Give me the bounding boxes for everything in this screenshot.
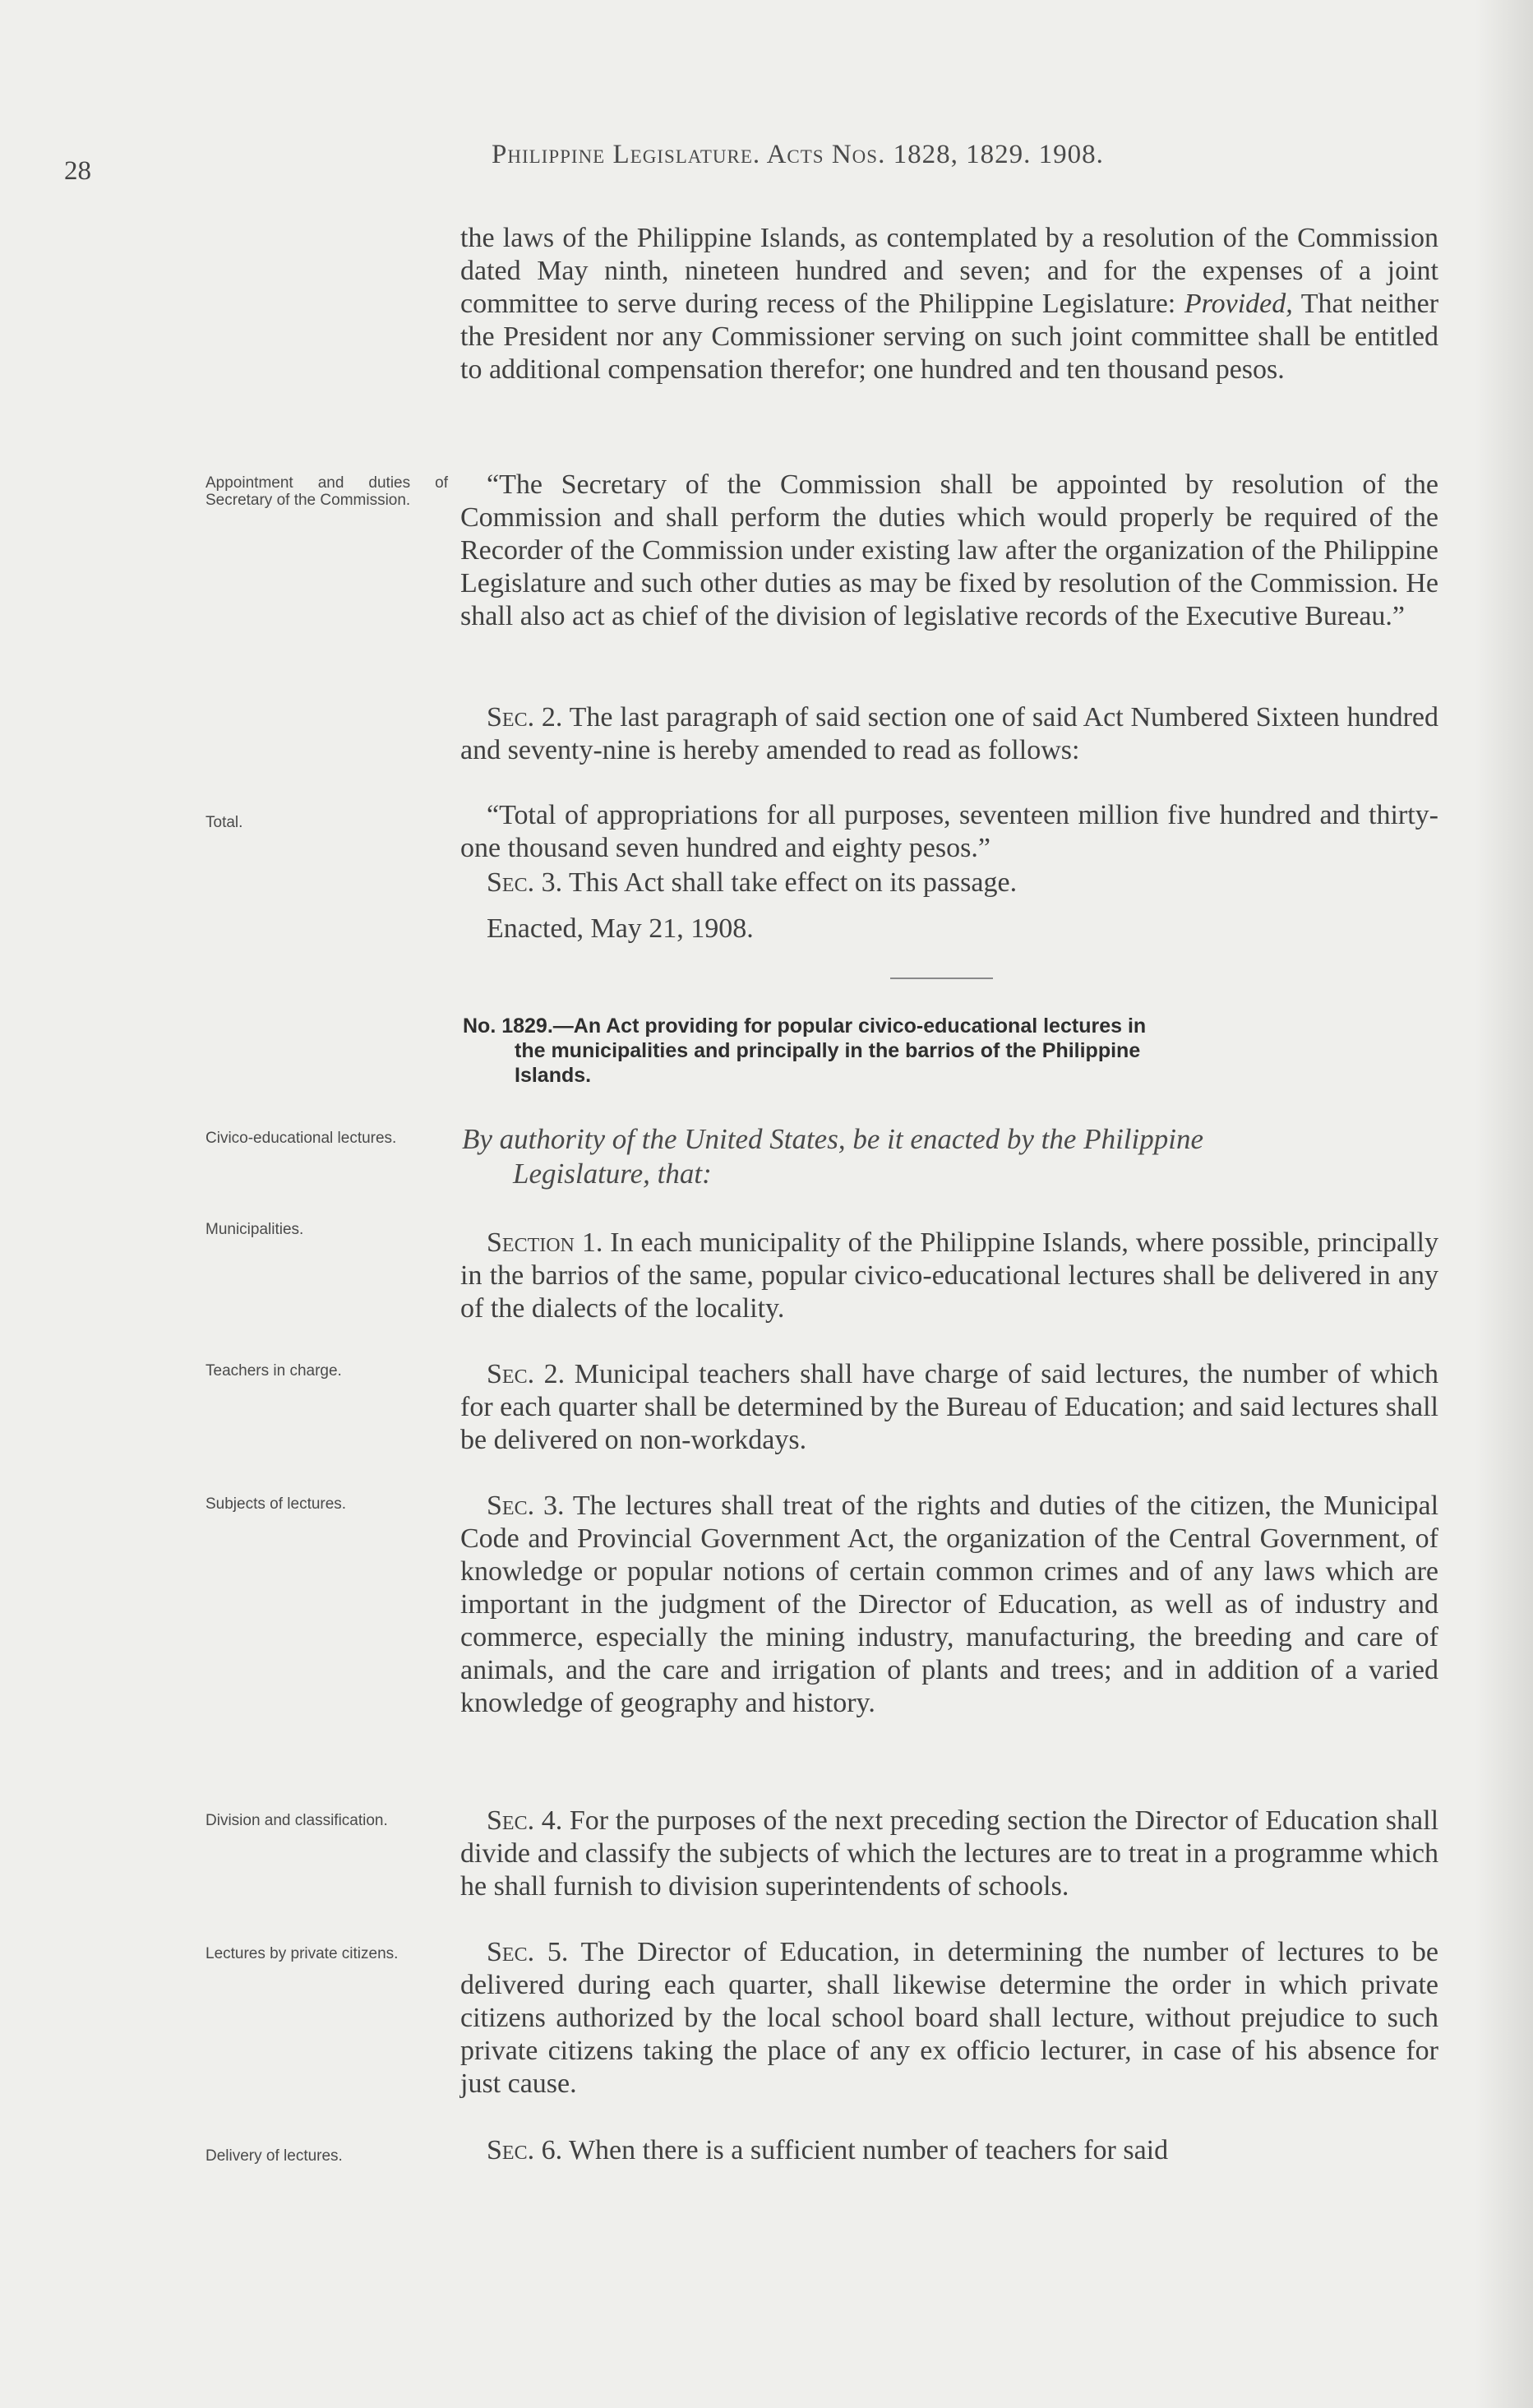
act-1829-section-1: Section 1. In each municipality of the Philippine Islands, where possible, principally in the barrios of the same, popular civico-educational lectures shall be delivered in any of the dialects of the locality.	[460, 1227, 1438, 1324]
act-1829-heading: No. 1829.—An Act providing for popular civico-educational lectures in the municipalities and principally in the barrios of the Philippine Islands.	[463, 1015, 1147, 1087]
act-1829-section-2: Sec. 2. Municipal teachers shall have charge of said lectures, the number of which for each quarter shall be determined by the Bureau of Education; and said lectures shall be delivered on non-workdays.	[460, 1359, 1439, 1455]
running-head: Philippine Legislature. Acts Nos. 1828, 1829. 1908.	[492, 140, 1104, 169]
enacting-clause: By authority of the United States, be it enacted by the Philippine Legislature, that:	[462, 1123, 1204, 1190]
margin-note-teachers: Teachers in charge.	[205, 1362, 342, 1380]
act-1828-body	[460, 222, 1438, 386]
margin-note-delivery: Delivery of lectures.	[205, 2147, 343, 2165]
act-1829-section-6: Sec. 6. When there is a sufficient number of teachers for said	[487, 2135, 1169, 2165]
act-1829-section-5: Sec. 5. The Director of Education, in determining the number of lectures to be delivered during each quarter, shall likewise determine the order in which private citizens authorized by the local school board shall lecture, without prejudice to such private citizens taking the place of any ex officio lecturer, in case of his absence for just cause.	[460, 1937, 1438, 2099]
enacted-date: Enacted, May 21, 1908.	[487, 913, 754, 944]
secretary-paragraph: “The Secretary of the Commission shall be appointed by resolution of the Commission and shall perform the duties which would properly be required of the Recorder of the Commission under existing law after the organization of the Philippine Legislature and such other duties as may be fixed by resolution of the Commission. He shall also act as chief of the division of legislative records of the Executive Bureau.”	[460, 469, 1438, 631]
section-divider	[890, 978, 993, 979]
page-edge-shadow	[1475, 0, 1533, 2408]
provided-word: Provided,	[1184, 289, 1293, 319]
continued-paragraph: the laws of the Philippine Islands, as contemplated by a resolution of the Commission dated May ninth, nineteen hundred and seven; and for the expenses of a joint committee to serve during recess of the Philippine Legislature: Provided, That neither the President nor any Commissioner serving on such joint committee shall be entitled to additional compensation therefor; one hundred and ten thousand pesos.	[460, 223, 1439, 385]
margin-note-appointment: Appointment and duties of Secretary of the Commission.	[205, 474, 448, 509]
act-1829-section-4: Sec. 4. For the purposes of the next preceding section the Director of Education shall divide and classify the subjects of which the lectures are to treat in a programme which he shall furnish to division superintendents of schools.	[460, 1805, 1439, 1902]
margin-note-subjects: Subjects of lectures.	[205, 1495, 347, 1513]
act-1828-section-2: Sec. 2. The last paragraph of said section one of said Act Numbered Sixteen hundred and seventy-nine is hereby amended to read as follows:	[460, 702, 1439, 765]
margin-note-total: Total.	[205, 814, 243, 831]
margin-note-civico-educational: Civico-educational lectures.	[205, 1130, 397, 1147]
margin-note-division: Division and classification.	[205, 1812, 388, 1829]
act-1829-section-3: Sec. 3. The lectures shall treat of the rights and duties of the citizen, the Municipal Code and Provincial Government Act, the organization of the Central Government, of knowledge or popular notions of certain common crimes and of any laws which are important in the judgment of the Director of Education, as well as of industry and commerce, especially the mining industry, manufacturing, the breeding and care of animals, and the care and irrigation of plants and trees; and in addition of a varied knowledge of geography and history.	[460, 1491, 1439, 1718]
margin-note-lectures-private: Lectures by private citizens.	[205, 1945, 399, 1962]
margin-note-municipalities: Municipalities.	[205, 1221, 304, 1238]
total-paragraph: “Total of appropriations for all purposes, seventeen million five hundred and thirty-one thousand seven hundred and eighty pesos.”	[460, 800, 1438, 863]
act-1828-section-3: Sec. 3. This Act shall take effect on its passage.	[487, 867, 1018, 898]
page-number: 28	[64, 156, 91, 186]
